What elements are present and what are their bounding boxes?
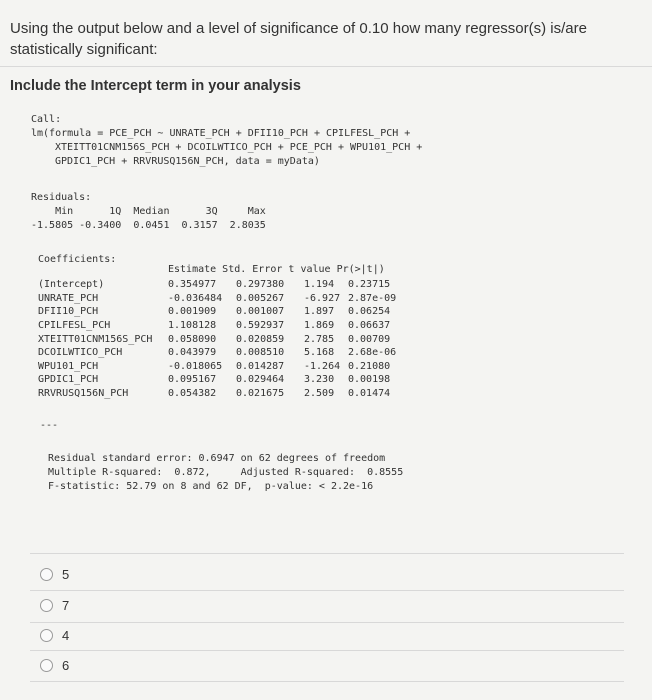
- residual-se-line: Residual standard error: 0.6947 on 62 degrees of freedom: [48, 453, 386, 464]
- separator-dashes: ---: [40, 420, 59, 431]
- answer-option[interactable]: [40, 658, 69, 673]
- question-text: Using the output below and a level of significance of 0.10 how many regressor(s) is/are statistically significant:: [10, 20, 587, 58]
- radio-button[interactable]: [40, 629, 53, 642]
- residuals-label: Residuals:: [31, 192, 92, 203]
- option-divider: [30, 681, 624, 682]
- table-row: UNRATE_PCH -0.036484 0.005267 -6.927 2.87e-09: [38, 292, 397, 304]
- option-divider: [30, 622, 624, 623]
- table-row: DCOILWTICO_PCH 0.043979 0.008510 5.168 2.68e-06: [38, 347, 397, 359]
- r-squared-line: Multiple R-squared: 0.872, Adjusted R-squared: 0.8555: [48, 467, 404, 478]
- coefficients-header: Estimate Std. Error t value Pr(>|t|): [168, 264, 385, 275]
- radio-button[interactable]: [40, 659, 53, 672]
- summary-statistics: [48, 452, 403, 494]
- table-row: WPU101_PCH -0.018065 0.014287 -1.264 0.21080: [38, 360, 391, 372]
- radio-button[interactable]: [40, 599, 53, 612]
- coefficients-table: [38, 278, 408, 400]
- option-divider: [30, 553, 624, 554]
- option-label: 6: [62, 658, 70, 673]
- table-row: (Intercept) 0.354977 0.297380 1.194 0.23715: [38, 279, 391, 291]
- call-label: Call:: [31, 114, 62, 125]
- residuals-block: [31, 191, 266, 233]
- residuals-values: -1.5805 -0.3400 0.0451 0.3157 2.8035: [31, 220, 266, 231]
- answer-option[interactable]: [40, 628, 69, 643]
- option-label: 5: [62, 567, 70, 582]
- divider: [0, 66, 652, 67]
- coefficients-label: Coefficients:: [38, 254, 117, 265]
- answer-option[interactable]: [40, 598, 69, 613]
- table-row: GPDIC1_PCH 0.095167 0.029464 3.230 0.00198: [38, 374, 391, 386]
- call-line-3: GPDIC1_PCH + RRVRUSQ156N_PCH, data = myData): [55, 156, 320, 167]
- call-line-2: XTEITT01CNM156S_PCH + DCOILWTICO_PCH + PCE_PCH + WPU101_PCH +: [55, 142, 423, 153]
- table-row: XTEITT01CNM156S_PCH 0.058090 0.020859 2.785 0.00709: [38, 333, 391, 345]
- f-statistic-line: F-statistic: 52.79 on 8 and 62 DF, p-value: < 2.2e-16: [48, 481, 374, 492]
- table-row: CPILFESL_PCH 1.108128 0.592937 1.869 0.06637: [38, 320, 391, 332]
- table-row: DFII10_PCH 0.001909 0.001007 1.897 0.06254: [38, 306, 391, 318]
- call-line-1: lm(formula = PCE_PCH ~ UNRATE_PCH + DFII10_PCH + CPILFESL_PCH +: [31, 128, 411, 139]
- table-row: RRVRUSQ156N_PCH 0.054382 0.021675 2.509 0.01474: [38, 388, 391, 400]
- call-block: [31, 113, 422, 169]
- answer-option[interactable]: [40, 567, 69, 582]
- radio-button[interactable]: [40, 568, 53, 581]
- option-divider: [30, 650, 624, 651]
- residuals-header: Min 1Q Median 3Q Max: [31, 206, 266, 217]
- instruction-text: Include the Intercept term in your analysis: [10, 78, 301, 94]
- option-label: 4: [62, 628, 70, 643]
- option-divider: [30, 590, 624, 591]
- option-label: 7: [62, 598, 70, 613]
